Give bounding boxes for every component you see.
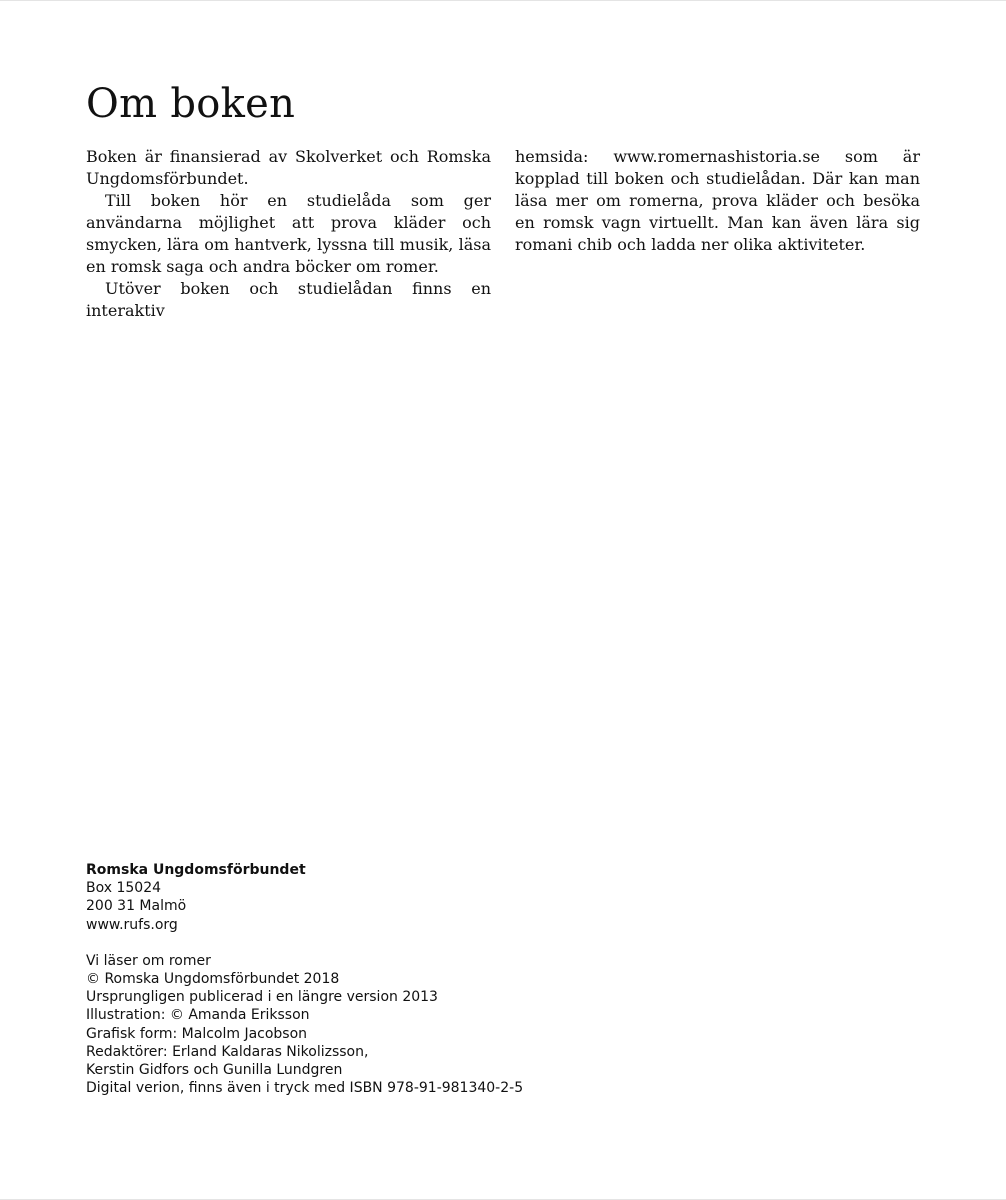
illustration-credit: Illustration: © Amanda Eriksson — [86, 1007, 310, 1024]
digital-isbn-line: Digital verion, finns även i tryck med ISBN 978-91-981340-2-5 — [86, 1080, 524, 1097]
publisher-city: 200 31 Malmö — [86, 898, 187, 915]
spacer — [86, 934, 686, 952]
editors-line-2: Kerstin Gidfors och Gunilla Lundgren — [86, 1062, 343, 1079]
text-column-right — [515, 146, 920, 256]
paragraph-funding: Boken är finansierad av Skolverket och Romska Ungdomsförbundet. — [86, 147, 491, 188]
publisher-website: www.rufs.org — [86, 916, 178, 933]
design-credit: Grafisk form: Malcolm Jacobson — [86, 1025, 308, 1042]
original-publication-line: Ursprungligen publicerad i en längre version 2013 — [86, 989, 438, 1006]
copyright-line: © Romska Ungdomsförbundet 2018 — [86, 971, 340, 988]
text-column-left — [86, 146, 491, 322]
publisher-box: Box 15024 — [86, 880, 162, 897]
paragraph-study-box: Till boken hör en studielåda som ger användarna möjlighet att prova kläder och smycken, lära om hantverk, lyssna till musik, läsa en romsk saga och andra böcker om romer. — [86, 191, 491, 276]
page-title: Om boken — [86, 81, 296, 127]
paragraph-interactive-start: Utöver boken och studielådan finns en interaktiv — [86, 279, 491, 320]
imprint — [86, 861, 686, 1097]
book-title: Vi läser om romer — [86, 952, 211, 969]
paragraph-website: hemsida: www.romernashistoria.se som är kopplad till boken och studielådan. Där kan man läsa mer om romerna, prova kläder och besöka en romsk vagn virtuellt. Man kan även lära sig romani chib och ladda ner olika aktiviteter. — [515, 147, 920, 254]
publisher-name: Romska Ungdomsförbundet — [86, 862, 306, 878]
editors-line-1: Redaktörer: Erland Kaldaras Nikolizsson, — [86, 1043, 369, 1060]
